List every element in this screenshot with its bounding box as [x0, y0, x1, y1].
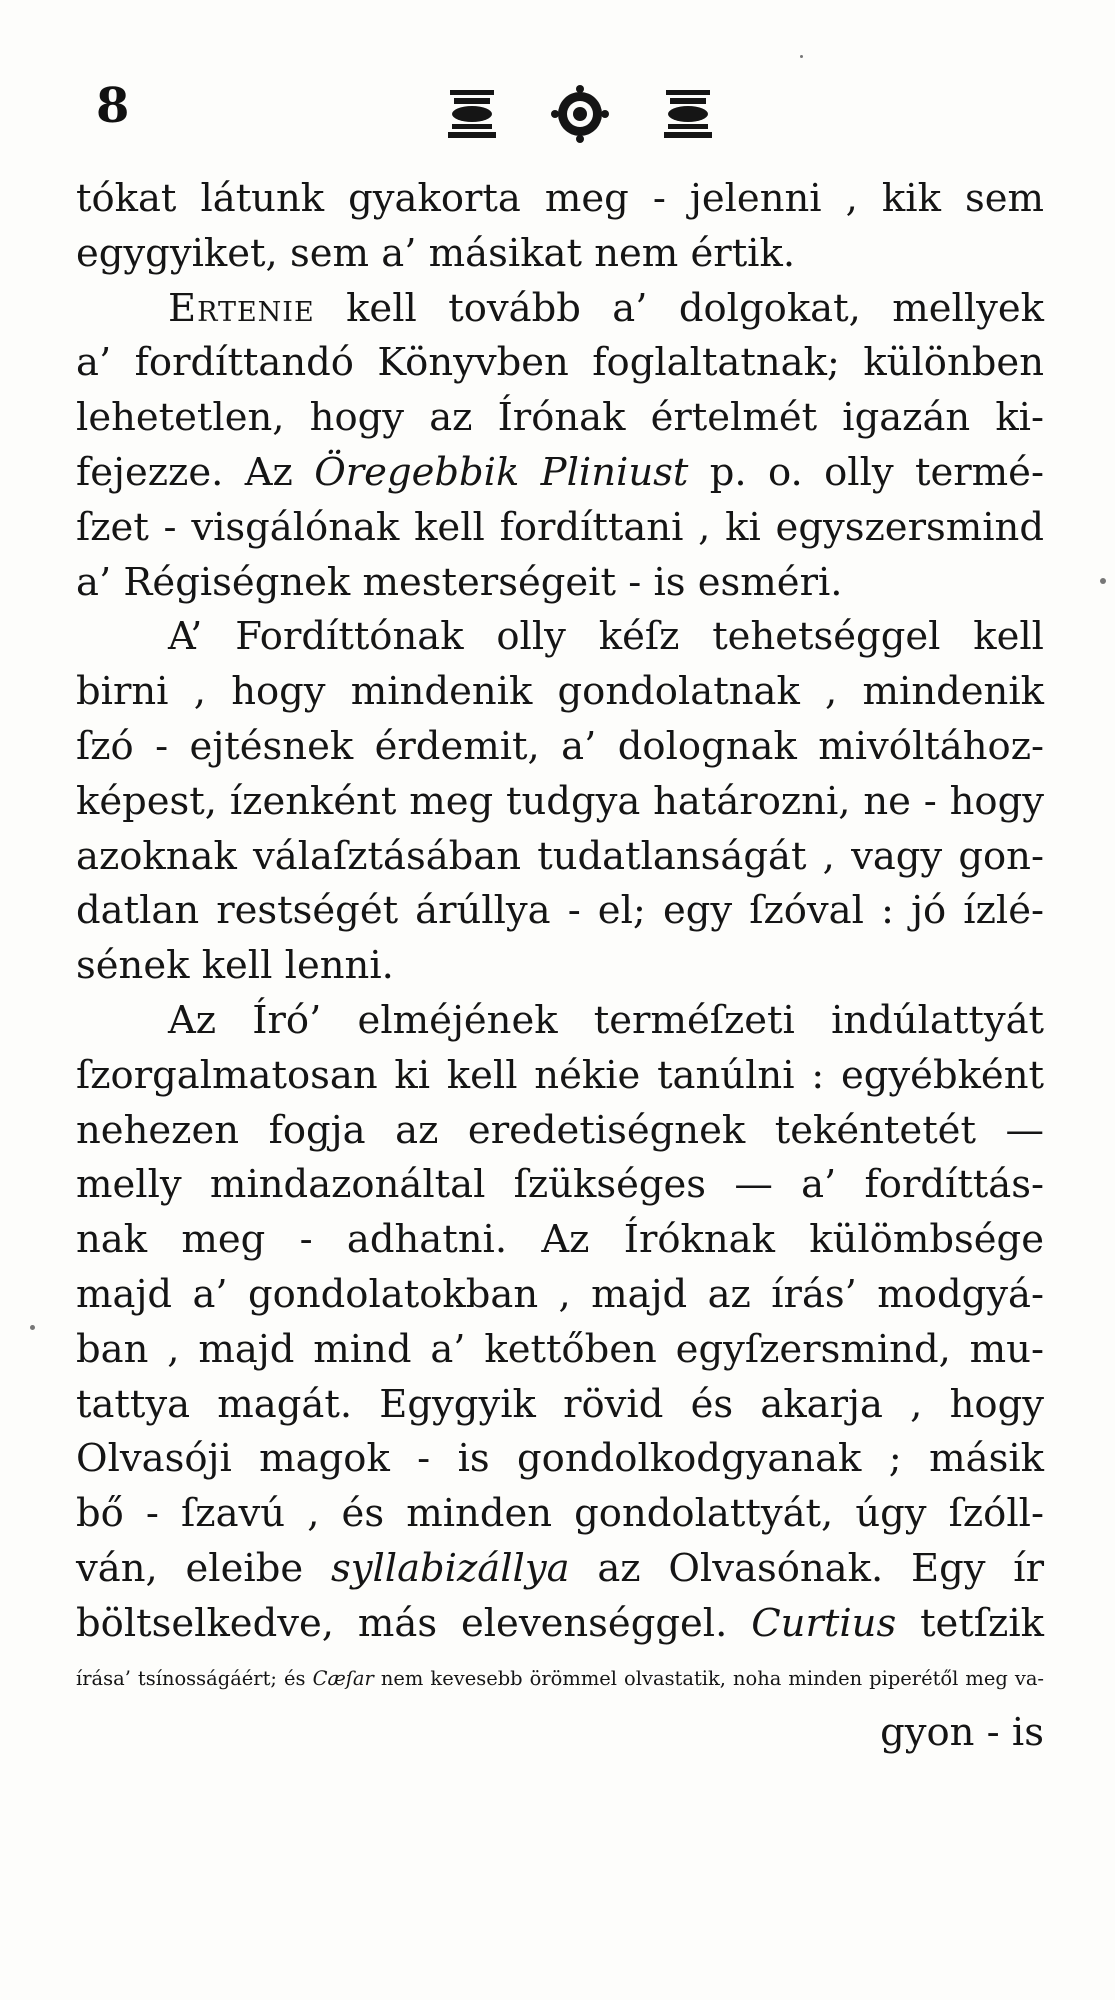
catchword: gyon - is — [880, 1710, 1044, 1756]
text-line: lehetetlen, hogy az Írónak értelmét igazán ki- — [76, 395, 1044, 441]
page-number: 8 — [96, 78, 130, 134]
text-line: azoknak válaſztásában tudatlanságát , vagy gon- — [76, 833, 1044, 879]
printer-ornament — [440, 84, 720, 144]
text-line — [76, 446, 1044, 501]
paper-speck — [800, 55, 803, 58]
text-line: ſzó - ejtésnek érdemit, a’ dolognak mivóltához- — [76, 723, 1044, 769]
ornament-center — [551, 85, 609, 143]
paper-speck — [30, 1325, 35, 1330]
emphasis-syllabizallya: syllabizállya — [330, 1545, 570, 1591]
text-line: sének kell lenni. — [76, 943, 394, 989]
text-line: A’ Fordíttónak olly kéſz tehetséggel kell — [168, 614, 1044, 660]
paper-speck — [1100, 578, 1106, 584]
text-line — [76, 1597, 1044, 1652]
line-segment: az Olvasónak. Egy ír — [597, 1545, 1044, 1591]
text-line: tókat látunk gyakorta meg - jelenni , kik sem — [76, 176, 1044, 221]
text-line: képest, ízenként meg tudgya határozni, ne - hogy — [76, 778, 1044, 824]
text-line: a’ Régiségnek mesterségeit - is esméri. — [76, 559, 843, 605]
emphasis-curtius: Curtius — [751, 1600, 897, 1646]
text-line: birni , hogy mindenik gondolatnak , mindenik — [76, 669, 1044, 715]
text-line — [76, 1542, 1044, 1597]
emphasis-oregebbik-pliniust: Öregebbik Pliniust — [314, 449, 689, 495]
text-line: melly mindazonáltal ſzükséges — a’ fordíttás- — [76, 1162, 1044, 1208]
text-line: bő - ſzavú , és minden gondolattyát, úgy ſzóll- — [76, 1491, 1044, 1537]
line-segment: tetſzik — [920, 1600, 1044, 1646]
emphasis-caesar: Cæſar — [312, 1666, 374, 1690]
text-line: nehezen fogja az eredetiségnek tekéntetét — — [76, 1107, 1044, 1153]
text-line: Az Író’ elméjének terméſzeti indúlattyát — [168, 997, 1044, 1043]
line-segment: írása’ tsínosságáért; és — [76, 1666, 306, 1690]
text-line — [76, 1652, 1044, 1707]
text-line: a’ fordíttandó Könyvben foglaltatnak; különben — [76, 340, 1044, 386]
text-line: tattya magát. Egygyik rövid és akarja , hogy — [76, 1381, 1044, 1427]
line-segment: ván, eleibe — [76, 1545, 304, 1591]
text-line — [76, 282, 1044, 337]
line-segment: kell tovább a’ dolgokat, mellyek — [346, 285, 1044, 331]
line-segment: p. o. olly termé- — [709, 449, 1044, 495]
line-segment: böltselkedve, más elevenséggel. — [76, 1600, 728, 1646]
text-line: nak meg - adhatni. Az Íróknak külömbsége — [76, 1217, 1044, 1263]
page-header — [0, 78, 1115, 158]
text-line: Olvasóji magok - is gondolkodgyanak ; másik — [76, 1436, 1044, 1482]
ornament-right — [664, 90, 712, 138]
line-segment: fejezze. — [76, 449, 224, 495]
text-line: datlan restségét árúllya - el; egy ſzóval : jó ízlé- — [76, 888, 1044, 934]
line-segment: nem kevesebb örömmel olvastatik, noha minden piperétől meg va- — [380, 1666, 1044, 1690]
text-line: ſzorgalmatosan ki kell nékie tanúlni : egyébként — [76, 1052, 1044, 1098]
text-line: egygyiket, sem a’ másikat nem értik. — [76, 230, 796, 276]
body-text — [76, 172, 1044, 1761]
text-line: majd a’ gondolatokban , majd az írás’ modgyá- — [76, 1271, 1044, 1317]
ornament-left — [448, 90, 496, 138]
text-line: ban , majd mind a’ kettőben egyſzersmind, mu- — [76, 1326, 1044, 1372]
text-line: ſzet - visgálónak kell fordíttani , ki egyszersmind — [76, 504, 1044, 550]
emphasis-ertenie: Ertenie — [168, 285, 315, 331]
emphasis-az: Az — [244, 449, 293, 495]
